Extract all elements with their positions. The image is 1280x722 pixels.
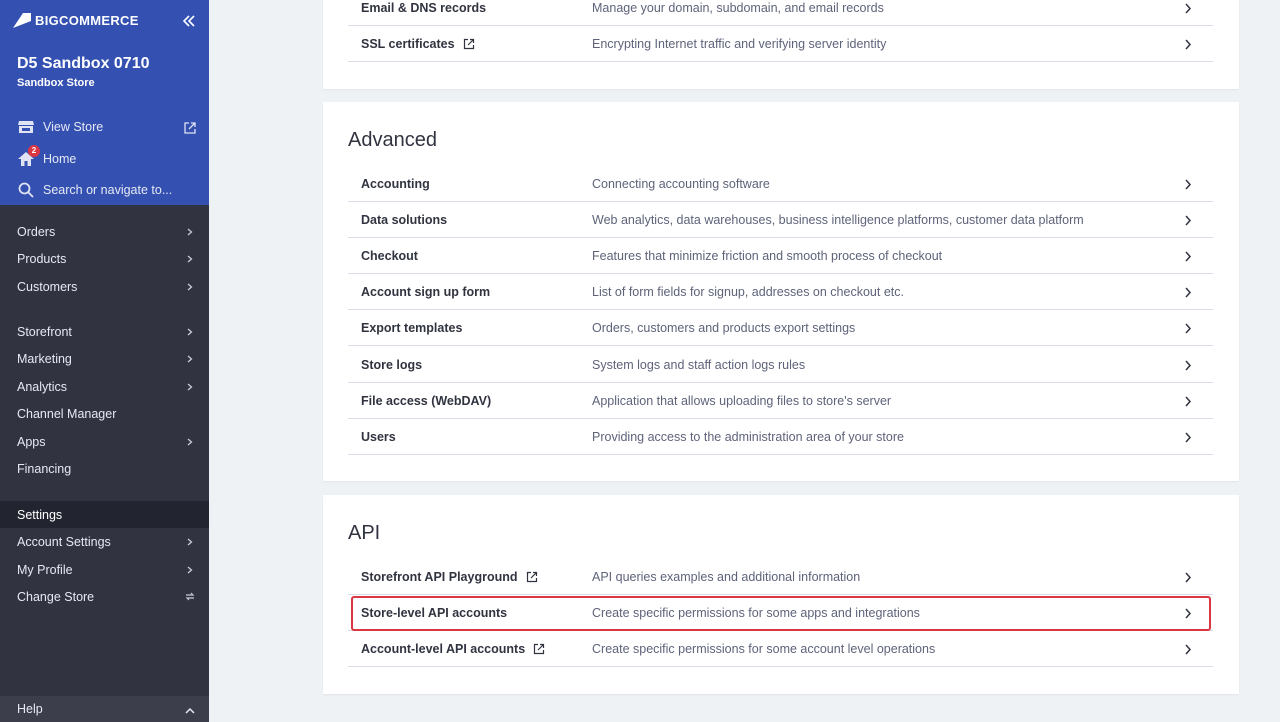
chevron-right-icon [187, 255, 193, 263]
external-link-icon [533, 643, 545, 655]
home-icon [17, 146, 37, 168]
nav-account-settings[interactable] [0, 528, 209, 555]
storefront-icon [17, 118, 35, 136]
search-placeholder: Search or navigate to... [43, 183, 173, 197]
nav-change-store[interactable] [0, 583, 209, 610]
row-title: Store-level API accounts [361, 606, 508, 620]
settings-row-account-sign-up-form[interactable] [348, 274, 1213, 310]
row-description: Create specific permissions for some account level operations [592, 642, 936, 656]
settings-row-data-solutions[interactable] [348, 202, 1213, 238]
settings-row-accounting[interactable] [348, 166, 1213, 202]
row-title: Checkout [361, 249, 418, 263]
row-description: System logs and staff action logs rules [592, 358, 806, 372]
chevron-right-icon [1184, 323, 1192, 334]
double-chevron-left-icon [180, 12, 198, 30]
row-title: File access (WebDAV) [361, 394, 492, 408]
section-heading: API [348, 522, 381, 544]
nav-orders[interactable] [0, 218, 209, 245]
nav-marketing-label: Marketing [17, 351, 72, 366]
chevron-right-icon [187, 283, 193, 291]
row-description: List of form fields for signup, addresses on checkout etc. [592, 285, 904, 299]
nav-analytics-label: Analytics [17, 379, 68, 394]
settings-row-checkout[interactable] [348, 238, 1213, 274]
external-link-icon[interactable] [184, 121, 196, 133]
row-description: Encrypting Internet traffic and verifying server identity [592, 37, 887, 51]
advanced-card [323, 102, 1239, 481]
nav-channel-manager-label: Channel Manager [17, 406, 117, 421]
chevron-right-icon [187, 328, 193, 336]
view-store-label: View Store [43, 120, 104, 134]
row-title: SSL certificates [361, 26, 475, 62]
chevron-right-icon [187, 228, 193, 236]
settings-row-store-logs[interactable] [348, 347, 1213, 383]
home-label: Home [43, 152, 77, 166]
settings-row-store-level-api-accounts[interactable] [348, 595, 1213, 631]
chevron-right-icon [1184, 3, 1192, 14]
row-title: Data solutions [361, 213, 448, 227]
chevron-right-icon [1184, 215, 1192, 226]
external-link-icon [463, 38, 475, 50]
chevron-right-icon [1184, 396, 1192, 407]
nav-marketing[interactable] [0, 345, 209, 372]
nav-apps[interactable] [0, 428, 209, 455]
row-description: Application that allows uploading files to store's server [592, 394, 892, 408]
nav-products[interactable] [0, 245, 209, 272]
row-title: Export templates [361, 321, 463, 335]
nav-financing[interactable] [0, 455, 209, 482]
chevron-right-icon [1184, 179, 1192, 190]
swap-arrows-icon [185, 592, 195, 601]
nav-customers[interactable] [0, 273, 209, 300]
api-card [323, 495, 1239, 694]
section-heading: Advanced [348, 129, 437, 151]
nav-account-settings-label: Account Settings [17, 534, 111, 549]
row-description: Connecting accounting software [592, 177, 770, 191]
nav-apps-label: Apps [17, 434, 46, 449]
chevron-right-icon [1184, 572, 1192, 583]
nav-my-profile[interactable] [0, 556, 209, 583]
chevron-right-icon [187, 438, 193, 446]
nav-products-label: Products [17, 251, 67, 266]
chevron-right-icon [187, 355, 193, 363]
nav-financing-label: Financing [17, 461, 72, 476]
row-title: Account sign up form [361, 285, 491, 299]
chevron-right-icon [1184, 644, 1192, 655]
store-type: Sandbox Store [17, 77, 95, 89]
chevron-right-icon [1184, 432, 1192, 443]
row-title: Users [361, 430, 396, 444]
row-description: Orders, customers and products export settings [592, 321, 856, 335]
settings-card-top [323, 0, 1239, 89]
settings-row-account-level-api-accounts[interactable] [348, 631, 1213, 667]
settings-row-storefront-api-playground[interactable] [348, 559, 1213, 595]
nav-settings-label: Settings [17, 507, 63, 522]
row-title: Accounting [361, 177, 430, 191]
row-description: Manage your domain, subdomain, and email records [592, 1, 884, 15]
row-title: Account-level API accounts [361, 631, 545, 667]
chevron-up-icon [185, 707, 195, 714]
collapse-sidebar-button[interactable] [180, 12, 198, 30]
row-title: Email & DNS records [361, 1, 487, 15]
search-navigate[interactable] [17, 178, 172, 202]
settings-row-file-access[interactable] [348, 383, 1213, 419]
row-description: Features that minimize friction and smooth process of checkout [592, 249, 943, 263]
nav-analytics[interactable] [0, 373, 209, 400]
nav-storefront-label: Storefront [17, 324, 72, 339]
sidebar [0, 0, 209, 722]
settings-row[interactable] [348, 0, 1213, 26]
chevron-right-icon [187, 538, 193, 546]
chevron-right-icon [1184, 251, 1192, 262]
row-description: Create specific permissions for some apps and integrations [592, 606, 920, 620]
external-link-icon [526, 571, 538, 583]
settings-row-export-templates[interactable] [348, 310, 1213, 346]
settings-row-users[interactable] [348, 419, 1213, 455]
help-label: Help [17, 702, 43, 716]
row-description: Providing access to the administration area of your store [592, 430, 904, 444]
row-title: Store logs [361, 358, 423, 372]
home-link[interactable] [17, 147, 76, 171]
nav-change-store-label: Change Store [17, 589, 95, 604]
sidebar-header [0, 0, 209, 205]
chevron-right-icon [1184, 608, 1192, 619]
help-button[interactable] [0, 696, 209, 722]
nav-channel-manager[interactable] [0, 400, 209, 427]
row-title: Storefront API Playground [361, 559, 538, 595]
row-description: API queries examples and additional information [592, 570, 861, 584]
bigcommerce-logo[interactable]: BIGCOMMERCE [11, 8, 139, 32]
search-icon [17, 181, 35, 199]
nav-my-profile-label: My Profile [17, 562, 73, 577]
notification-badge: 2 [28, 145, 40, 157]
chevron-right-icon [187, 383, 193, 391]
nav-storefront[interactable] [0, 318, 209, 345]
nav-settings[interactable] [0, 501, 209, 528]
store-name: D5 Sandbox 0710 [17, 55, 150, 72]
chevron-right-icon [187, 566, 193, 574]
logo-mark-icon [11, 9, 33, 31]
nav-customers-label: Customers [17, 279, 78, 294]
chevron-right-icon [1184, 39, 1192, 50]
nav-orders-label: Orders [17, 224, 56, 239]
settings-row[interactable] [348, 26, 1213, 62]
view-store-link[interactable] [17, 115, 103, 139]
chevron-right-icon [1184, 287, 1192, 298]
chevron-right-icon [1184, 360, 1192, 371]
row-description: Web analytics, data warehouses, business intelligence platforms, customer data platform [592, 213, 1084, 227]
